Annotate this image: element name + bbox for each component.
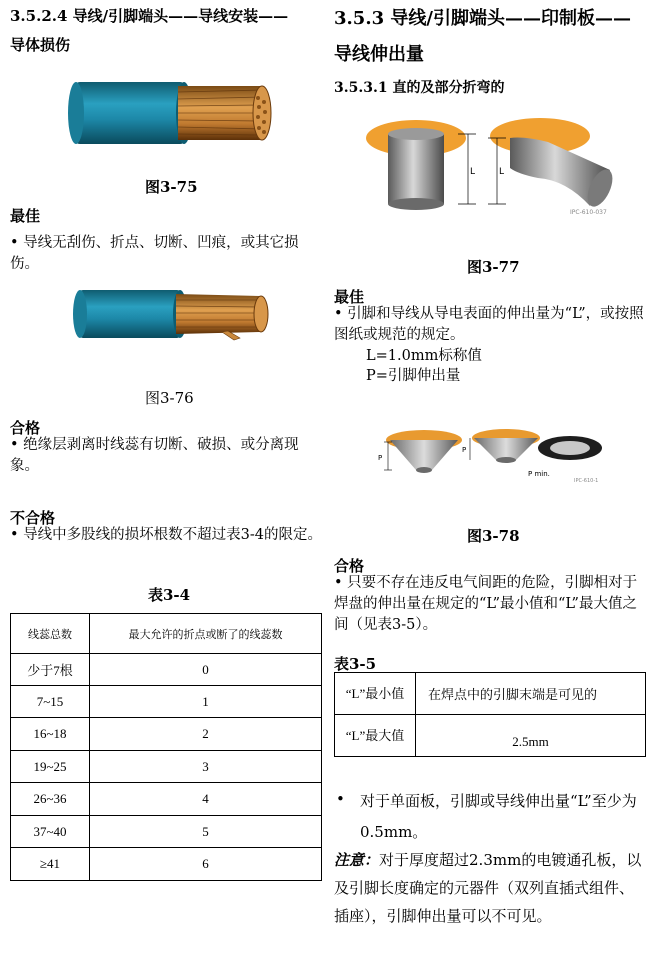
table-3-4 xyxy=(10,613,322,881)
table-row xyxy=(11,718,322,751)
acceptable-text: • 绝缘层剥离时线蕊有切断、破损、或分离现象。 xyxy=(10,437,299,474)
table-cell: 3 xyxy=(90,751,322,783)
table-cell: 5 xyxy=(90,816,322,848)
table-cell: 1 xyxy=(90,686,322,718)
left-section-heading: 3.5.2.4 导线/引脚端头——导线安装—— xyxy=(10,7,289,25)
table-row xyxy=(11,848,322,881)
fig77-label-l-1: L xyxy=(470,167,476,177)
right-acceptable-heading: 合格 xyxy=(334,557,365,575)
table-row xyxy=(11,751,322,783)
fig78-label-pmin: P min. xyxy=(528,470,550,478)
table-row xyxy=(11,816,322,848)
table-cell: 7~15 xyxy=(11,686,90,718)
single-sided-board-text: 对于单面板，引脚或导线伸出量“L”至少为0.5mm。 xyxy=(360,792,637,841)
p-definition-text: P=引脚伸出量 xyxy=(366,368,461,384)
fig78-label-p-2: P xyxy=(462,446,467,454)
l-nominal-text: L=1.0mm标称值 xyxy=(366,348,482,364)
reject-text: • 导线中多股线的损坏根数不超过表3-4的限定。 xyxy=(10,527,323,543)
reject-heading: 不合格 xyxy=(10,509,56,527)
fig77-label-l-2: L xyxy=(499,167,505,177)
acceptable-heading: 合格 xyxy=(10,419,41,437)
right-subsection: 3.5.3.1 直的及部分折弯的 xyxy=(334,80,505,96)
right-acceptable-text: • 只要不存在违反电气间距的危险，引脚相对于焊盘的伸出量在规定的“L”最小值和“L”最大值之间（见表3-5）。 xyxy=(334,575,638,633)
table-cell: 少于7根 xyxy=(11,654,90,686)
table-cell: “L”最大值 xyxy=(335,715,416,757)
table-cell: 0 xyxy=(90,654,322,686)
figure-caption-75: 图3-75 xyxy=(145,178,198,196)
left-subtitle: 导体损伤 xyxy=(10,36,71,54)
table-header-cell: 最大允许的折点或断了的线蕊数 xyxy=(90,614,322,654)
table-3-5 xyxy=(334,672,646,757)
wire-figure-76 xyxy=(72,286,272,342)
table-cell: 2.5mm xyxy=(416,715,646,757)
lead-figure-78 xyxy=(378,428,608,488)
table-3-5-title: 表3-5 xyxy=(334,655,377,673)
table-cell: 37~40 xyxy=(11,816,90,848)
figure-caption-77: 图3-77 xyxy=(467,258,520,276)
table-cell: 4 xyxy=(90,783,322,816)
table-header-cell: 线蕊总数 xyxy=(11,614,90,654)
table-row xyxy=(335,715,646,757)
right-best-heading: 最佳 xyxy=(334,288,365,306)
table-cell: 16~18 xyxy=(11,718,90,751)
table-cell: ≥41 xyxy=(11,848,90,881)
wire-figure-75 xyxy=(68,72,274,154)
table-cell: 在焊点中的引脚末端是可见的 xyxy=(416,673,646,715)
table-cell: 19~25 xyxy=(11,751,90,783)
table-cell: 26~36 xyxy=(11,783,90,816)
note-label: 注意： xyxy=(334,851,380,869)
fig78-label-p-1: P xyxy=(378,454,383,462)
table-cell: 2 xyxy=(90,718,322,751)
table-3-4-title: 表3-4 xyxy=(148,586,191,604)
table-cell: 6 xyxy=(90,848,322,881)
right-section-heading-line2: 导线伸出量 xyxy=(334,44,424,65)
right-best-text: • 引脚和导线从导电表面的伸出量为“L”，或按照图纸或规范的规定。 xyxy=(334,306,644,343)
table-header-row xyxy=(11,614,322,654)
table-row xyxy=(11,654,322,686)
table-row xyxy=(335,673,646,715)
right-section-heading: 3.5.3 导线/引脚端头——印制板—— xyxy=(334,8,631,29)
note-paragraph xyxy=(334,846,646,930)
fig77-watermark: IPC-610-037 xyxy=(570,209,607,216)
bullet-marker: • xyxy=(336,790,345,808)
best-heading: 最佳 xyxy=(10,207,41,225)
note-text: 对于厚度超过2.3mm的电镀通孔板，以及引脚长度确定的元器件（双列直插式组件、插座），引脚伸出量可以不可见。 xyxy=(334,851,642,925)
best-text: • 导线无刮伤、折点、切断、凹痕，或其它损伤。 xyxy=(10,235,299,272)
table-row xyxy=(11,686,322,718)
fig78-watermark: IPC-610-1 xyxy=(574,478,599,484)
table-row xyxy=(11,783,322,816)
table-cell: “L”最小值 xyxy=(335,673,416,715)
lead-figure-77 xyxy=(358,108,616,218)
figure-caption-78: 图3-78 xyxy=(467,527,520,545)
figure-caption-76: 图3-76 xyxy=(145,389,194,407)
